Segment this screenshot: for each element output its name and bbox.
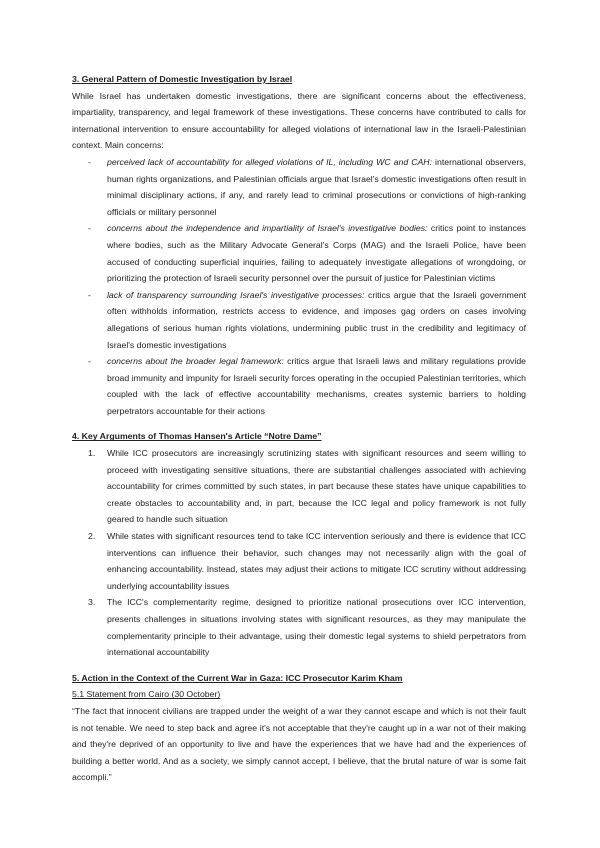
item-lead: concerns about the broader legal framework:: [107, 356, 284, 367]
section-3-heading: 3. General Pattern of Domestic Investigation by Israel: [72, 74, 293, 84]
item-number: 2.: [88, 531, 96, 542]
item-text: While states with significant resources tend to take ICC intervention seriously and there is evidence that ICC interventions can influence their behavior, such changes may not necessarily align with the goal of enhancing accountability. Instead, states may adjust their actions to mitigate ICC scrutiny without addressing underlying accountability issues: [107, 531, 526, 591]
section-4-heading: 4. Key Arguments of Thomas Hansen's Article “Notre Dame”: [72, 431, 322, 442]
item-text: critics argue that the Israeli government often withholds information, restricts access to evidence, and imposes gag orders on cases involving allegations of serious human rights violations, undermining public trust in the credibility and legitimacy of Israel's domestic investigations: [107, 289, 526, 350]
item-lead: perceived lack of accountability for alleged violations of IL, including WC and CAH:: [107, 156, 432, 167]
list-item: [72, 528, 526, 594]
list-item: [72, 287, 526, 353]
item-text: While ICC prosecutors are increasingly scrutinizing states with significant resources and seem willing to proceed with investigating sensitive situations, there are substantial challenges associated with achieving accountability for crimes committed by such states, in part because these states have unique capabilities to create obstacles to accountability and, in part, because the ICC legal and policy framework is not fully geared to handle such situation: [107, 448, 526, 525]
list-item: [72, 353, 526, 419]
section-3-intro: While Israel has undertaken domestic investigations, there are significant concerns about the effectiveness, impartiality, transparency, and legal framework of these investigations. These concerns have contributed to calls for international intervention to ensure accountability for alleged violations of international law in the Israeli-Palestinian context. Main concerns:: [72, 90, 526, 151]
concerns-list: [72, 154, 526, 420]
item-text: critics point to instances where bodies, such as the Military Advocate General's Corps (MAG) and the Israeli Police, have been accused of conducting superficial inquiries, failing to adequately investigate allegations of wrongdoing, or prioritizing the protection of Israeli security personnel over the pursuit of justice for Palestinian victims: [107, 223, 527, 284]
bullet-dash: -: [88, 156, 91, 167]
item-text: The ICC's complementarity regime, designed to prioritize national prosecutions over ICC intervention, presents challenges in situations involving states with significant resources, as they may manipulate the complementarity principle to their advantage, using their domestic legal systems to shield perpetrators from international accountability: [107, 597, 526, 658]
list-item: [72, 445, 526, 528]
item-number: 1.: [88, 448, 96, 459]
bullet-dash: -: [88, 356, 91, 367]
arguments-list: [72, 445, 526, 661]
item-lead: concerns about the independence and impartiality of Israel's investigative bodies:: [107, 223, 428, 234]
section-5-1-subheading: 5.1 Statement from Cairo (30 October): [72, 689, 221, 700]
item-lead: lack of transparency surrounding Israel's investigative processes:: [107, 289, 365, 300]
item-text: international observers, human rights organizations, and Palestinian officials argue that Israel's domestic investigations often result in minimal disciplinary actions, if any, and rarely lead to criminal prosecutions or convictions of high-ranking officials or military personnel: [107, 156, 527, 217]
list-item: [72, 594, 526, 660]
bullet-dash: -: [88, 289, 91, 300]
section-5-heading: 5. Action in the Context of the Current War in Gaza: ICC Prosecutor Karim Kham: [72, 672, 403, 683]
item-number: 3.: [88, 597, 96, 608]
statement-quote: “The fact that innocent civilians are trapped under the weight of a war they cannot escape and which is not their fault is not tenable. We need to step back and agree it's not acceptable that they're caught up in a war not of their making and they're deprived of an opportunity to live and have the experiences that we have had and the experiences of building a better world. And as a society, we simply cannot accept, I believe, that the brutal nature of war is some fait accompli.”: [72, 705, 526, 783]
item-text: critics argue that Israeli laws and military regulations provide broad immunity and impunity for Israeli security forces operating in the occupied Palestinian territories, which coupled with the lack of effective accountability mechanisms, creates systemic barriers to holding perpetrators accountable for their actions: [107, 356, 526, 416]
list-item: [72, 220, 526, 286]
list-item: [72, 154, 526, 220]
bullet-dash: -: [88, 223, 91, 234]
